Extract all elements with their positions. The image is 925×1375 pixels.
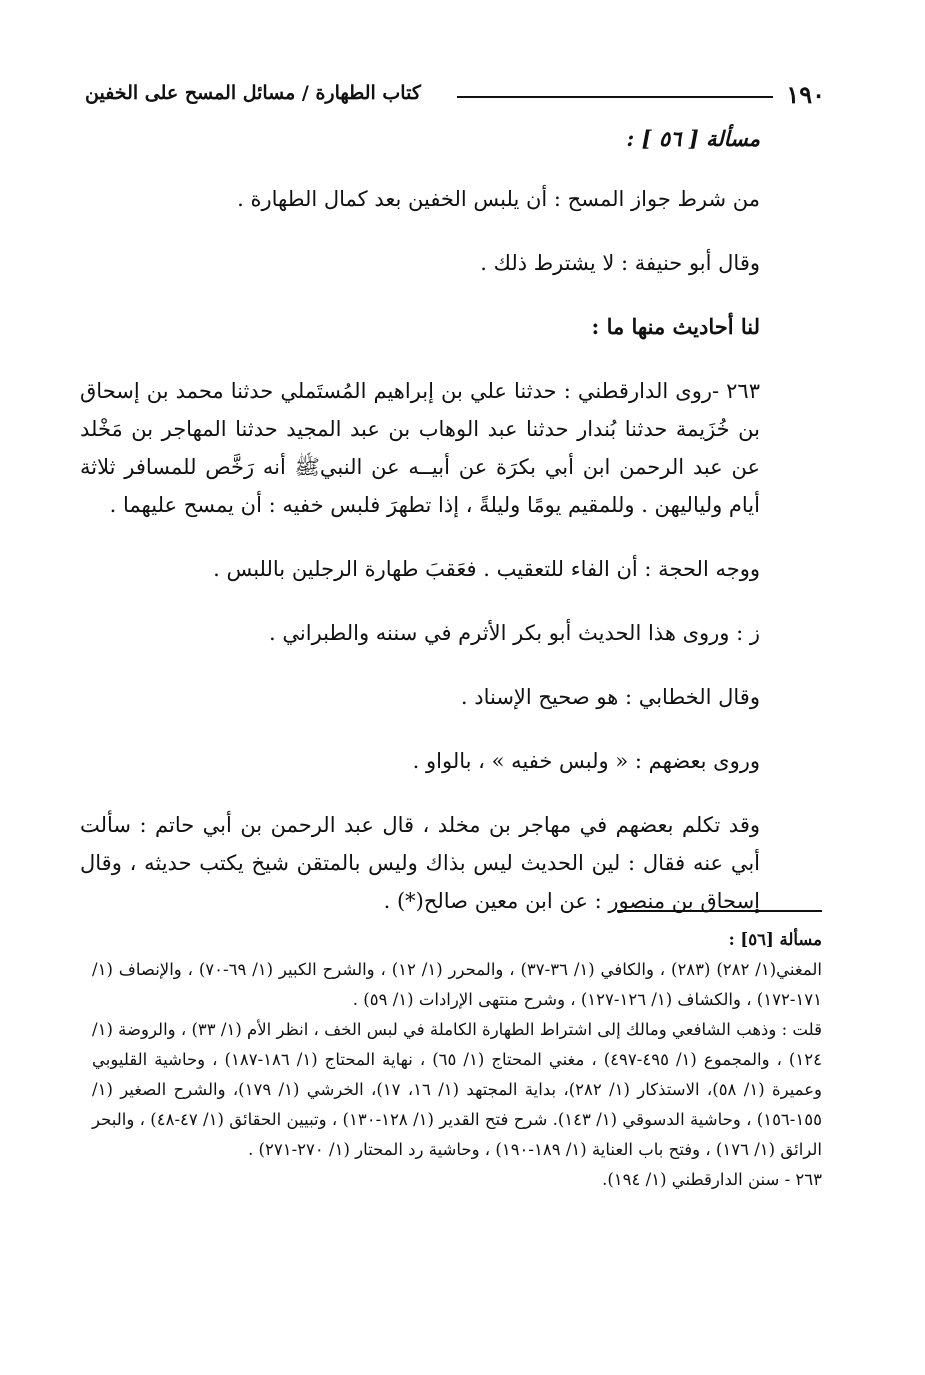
running-title: كتاب الطهارة / مسائل المسح على الخفين <box>85 82 421 104</box>
note-variant: وروى بعضهم : « ولبس خفيه » ، بالواو . <box>412 749 760 773</box>
paragraph-condition: من شرط جواز المسح : أن يلبس الخفين بعد كمال الطهارة . <box>237 187 760 211</box>
footnote-title: مسألة [٥٦] : <box>728 930 822 949</box>
footnotes <box>92 925 822 1195</box>
issue-heading: مسألة [ ٥٦ ] : <box>626 126 760 151</box>
paragraph-evidence-intro: لنا أحاديث منها ما : <box>591 314 760 339</box>
page-header <box>85 80 825 114</box>
footnote-hadith-ref: ٢٦٣ - سنن الدارقطني (١/ ١٩٤). <box>602 1170 822 1189</box>
note-argument: ووجه الحجة : أن الفاء للتعقيب . فعَقبَ طهارة الرجلين باللبس . <box>213 557 760 581</box>
header-rule <box>457 96 773 98</box>
note-khattabi: وقال الخطابي : هو صحيح الإسناد . <box>460 685 760 709</box>
hadith-paragraph: ٢٦٣ -روى الدارقطني : حدثنا علي بن إبراهيم المُستَملي حدثنا محمد بن إسحاق بن خُزَيمة حدثنا بُندار حدثنا عبد الوهاب بن عبد المجيد حدثنا المهاجر بن مَخْلد عن عبد الرحمن ابن أبي بكرَة عن أبيــه عن النبيﷺ أنه رَخَّص للمسافر ثلاثة أيام ولياليهن . وللمقيم يومًا وليلةً ، إذا تطهرَ فلبس خفيه : أن يمسح عليهما . <box>80 379 760 517</box>
paragraph-abu-hanifa: وقال أبو حنيفة : لا يشترط ذلك . <box>480 251 760 275</box>
note-athram: ز : وروى هذا الحديث أبو بكر الأثرم في سننه والطبراني . <box>269 621 760 645</box>
footnote-note: قلت : وذهب الشافعي ومالك إلى اشتراط الطهارة الكاملة في لبس الخف ، انظر الأم (١/ ٣٣) ، والروضة (١/ ١٢٤) ، والمجموع (١/ ٤٩٥-٤٩٧) ، مغني المحتاج (١/ ٦٥) ، نهاية المحتاج (١/ ١٨٦-١٨٧) ، وحاشية القليوبي وعميرة (١/ ٥٨)، الاستذكار (١/ ٢٨٢)، بداية المجتهد (١/ ١٦، ١٧)، الخرشي (١/ ١٧٩)، والشرح الصغير (١/ ١٥٥-١٥٦) ، وحاشية الدسوقي (١/ ١٤٣). شرح فتح القدير (١/ ١٢٨-١٣٠) ، وتبيين الحقائق (١/ ٤٧-٤٨) ، والبحر الرائق (١/ ١٧٦) ، وفتح باب العناية (١/ ١٨٩-١٩٠) ، وحاشية رد المحتار (١/ ٢٧٠-٢٧١) . <box>92 1020 823 1159</box>
main-text <box>80 120 760 946</box>
closing-paragraph: وقد تكلم بعضهم في مهاجر بن مخلد ، قال عبد الرحمن بن أبي حاتم : سألت أبي عنه فقال : لين الحديث ليس بذاك وليس بالمتقن شيخ يكتب حديثه ، وقال إسحاق بن منصور : عن ابن معين صالح(*) . <box>80 813 760 913</box>
footnote-rule <box>617 910 822 912</box>
footnote-refs: المغني(١/ ٢٨٢) (٢٨٣) ، والكافي (١/ ٣٦-٣٧) ، والمحرر (١/ ١٢) ، والشرح الكبير (١/ ٦٩-٧٠) ، والإنصاف (١/ ١٧١-١٧٢) ، والكشاف (١/ ١٢٦-١٢٧) ، وشرح منتهى الإرادات (١/ ٥٩) . <box>92 960 822 1009</box>
page-number: ١٩٠ <box>786 80 825 109</box>
